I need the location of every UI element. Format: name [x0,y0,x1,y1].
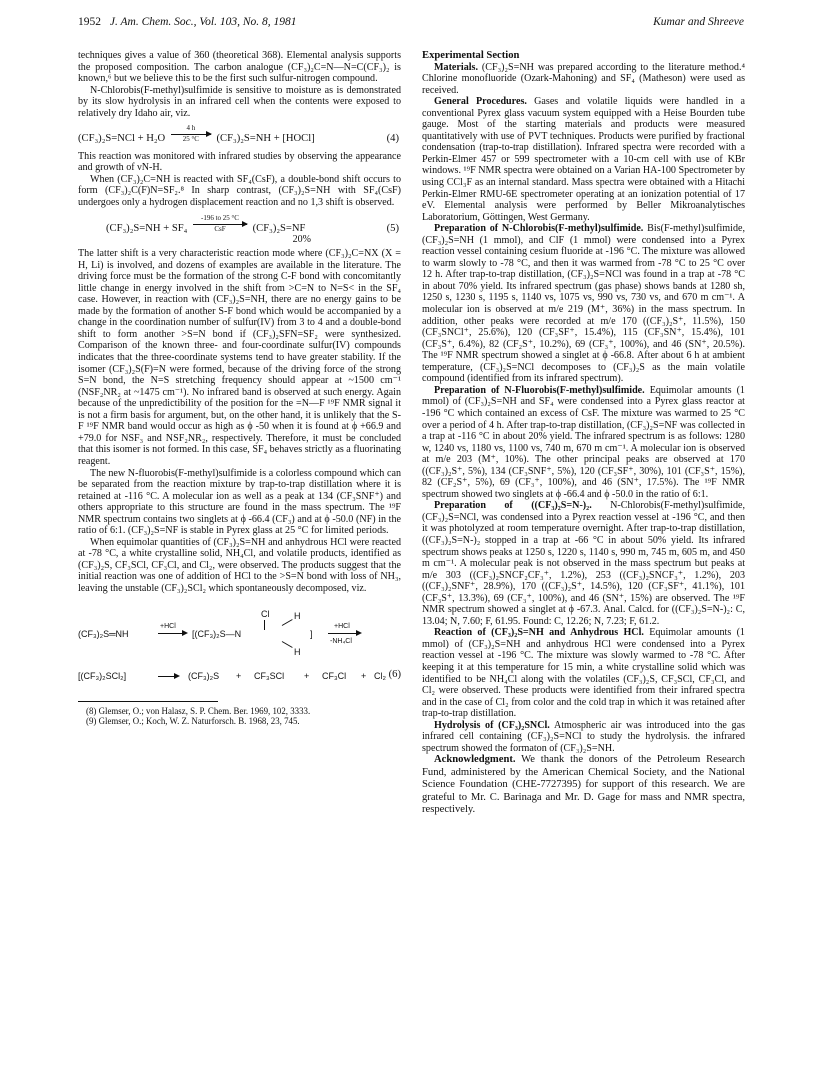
scheme-intermediate: [(CF₃)₂S—N [192,628,242,639]
paragraph-reaction-hcl: Reaction of (CF₃)₂S=NH and Anhydrous HCl. Equimolar amounts (1 mmol) of (CF₃)₂S=NH and anhydrous HCl were condensed into a Pyrex reaction vessel at -196 °C. The mixture was slowly warmed to -78 °C. After keeping it at this temperature for 15 min, a white crystalline solid which was identified to be NH₄Cl along with the volatiles (CF₃)₂S, CF₃SCl, CF₃Cl, and Cl₂ were observed. These products were identified from their infrared spectra and in the case of Cl₂ from color and the cold trap in which it was retained after trap-to-trap distillation. [422,627,745,720]
scheme-product: CF₃Cl [322,670,347,681]
paragraph-prep-dimer: Preparation of ((CF₃)₂S=N-)₂. N-Chlorobis(F-methyl)sulfimide, (CF₃)₂S=NCl, was condensed into a Pyrex reaction vessel at -196 °C, and then it was photolyzed at room temperature overnight. After trap-to-trap distillation, ((CF₃)₂S=N-)₂ stopped in a trap at -66 °C in about 50% yield. Its infrared spectrum shows peaks at 1250 s, 1220 s, 1140 s, 990 m, 745 m, 605 m, and 450 m cm⁻¹. A molecular peak is not observed in the mass spectrum but peaks at m/e 303 ((CF₃)₂SNCF₂CF₃⁺, 1.2%), 253 ((CF₃)₂SNCF₃⁺, 1.2%), 203 ((CF₃)₂SNF⁺, 28.9%), 170 ((CF₃)₂S⁺, 14.5%), 120 (CF₃SF⁺, 41.1%), 101 (CF₃S⁺, 13.3%), 69 (CF₃⁺, 100%), and 46 (SN⁺, 15%) are observed. The ¹⁹F NMR spectrum showed a singlet at ϕ -67.3. Anal. Calcd. for ((CF₃)₂S=N-)₂: C, 13.04; N, 7.60; F, 61.95. Found: C, 12.26; N, 7.23; F, 61.2. [422,500,745,627]
reaction-scheme-6 [78,605,401,691]
equation-number: (4) [386,133,399,145]
paragraph-hydrolysis: Hydrolysis of (CF₃)₂SNCl. Atmospheric air was introduced into the gas infrared cell containing (CF₃)₂S=NCl to study the hydrolysis. the infrared spectrum showed the formaton of (CF₃)₂S=NH. [422,719,746,754]
arrow-condition-top: -196 to 25 °C [200,213,239,222]
equation-reactants: (CF₃)₂S=NH + SF₄ [106,222,188,234]
arrow-condition-top: 4 h [186,124,196,133]
paragraph-prep-fluoro: Preparation of N-Fluorobis(F-methyl)sulfimide. Equimolar amounts (1 mmol) of (CF₃)₂S=NH and SF₄ were condensed into a Pyrex glass reactor at -196 °C which contained an excess of CsF. The mixture was warmed to 25 °C over a period of 4 h. After trap-to-trap distillation, (CF₃)₂S=NF was collected in a trap at -116 °C in about 20% yield. The infrared spectrum is as follows: 1280 w, 1240 vs, 1180 vs, 1100 vs, 740 m, 670 m cm⁻¹. A molecular ion is observed at m/e 203 (M⁺, 10%). The other principal peaks are observed at 170 ((CF₃)₂S⁺, 5%), 134 (CF₃SNF⁺, 5%), 120 (CF₃SF⁺, 30%), 101 (CF₃S⁺, 15%), 82 (CF₂S⁺, 5%), 69 (CF₃⁺, 100%), and 46 (SN⁺, 17.5%). The ¹⁹F NMR spectrum showed two singlets at ϕ -66.4 and ϕ -50.0 in the ratio of 6:1. [422,384,745,500]
page-number: 1952 [78,16,101,28]
arrow-condition-bottom: CsF [214,224,226,233]
paragraph: N-Chlorobis(F-methyl)sulfimide is sensitive to moisture as is demonstrated by its slow hydrolysis in an infrared cell when the contents were exposed to relatively dry Idaho air, viz. [78,84,401,119]
runin-heading: Preparation of ((CF₃)₂S=N-)₂. [434,500,592,512]
scheme-plus: + [361,670,367,681]
equation-product-with-yield [252,222,311,245]
scheme-hydrogen-bottom: H [294,646,301,657]
acknowledgment: Acknowledgment. We thank the donors of the Petroleum Research Fund, administered by the American Chemical Society, and the National Science Foundation (CHE-7727395) for support of this research. We are grateful to Mr. C. Barinaga and Mr. D. Gage for mass and NMR spectra, respectively. [422,754,745,816]
footnote-8: (8) Glemser, O.; von Halasz, S. P. Chem. Ber. 1969, 102, 3333. [86,705,311,716]
paragraph: techniques gives a value of 360 (theoretical 368). Elemental analysis supports the proposed composition. The carbon analogue (CF₃)₂C=N—N=C(CF₃)₂ is known,⁶ but we believe this to be the first such sulfur-nitrogen compound. [78,50,401,85]
equation-4 [78,125,401,145]
paragraph: The latter shift is a very characteristic reaction mode where (CF₃)₂C=NX (X = H, Li) is involved, and dozens of examples are available in the literature. The driving force must be the formation of the strong C-F bond with concomitantly little change in energy involved in the shift from >C=N to N=S< in the SF₄ case. However, in reaction with (CF₃)₂S=NH, there are no energy gains to be made by the formation of another S-F bond which would be accompanied by a change in the coordination number of sulfur(IV) from 3 to 4 and a double-bond shift to form another >S=N bond if (CF₃)₂SFN=SF₂ were synthesized. Comparison of the known three- and four-coordinate sulfur(IV) compounds indicates that the three-coordinate systems tend to have greater stability. If the isomer (CF₃)₂S(F)=N were formed, because of the driving force of the strong S=N bond, the N=S stretching frequency should appear at ~1500 cm⁻¹ (NSF₂NR₂ at ~1475 cm⁻¹). No infrared band is observed at such energy. Again because of the unpredictibility of the position for the =N—F ¹⁹F NMR signal it is not a firm basis for argument, but, on the other hand, it is unlikely that the S-F ¹⁹F NMR band would occur as high as ϕ -50 when it is found at ϕ +66.9 and +79.0 for NSF₃ and NSF₂NR₂, respectively. Therefore, it must be concluded that this isomer is not formed. In this case, SF₄ behaves strictly as a fluorinating reagent. [78,248,401,467]
section-title: Experimental Section [422,50,520,61]
equation-body [78,125,315,145]
runin-heading: Acknowledgment. [434,754,516,766]
arrow-condition-bottom: 25 °C [182,135,199,144]
left-column [78,50,401,727]
scheme-product: Cl₂ [374,670,386,681]
equation-5 [78,213,401,245]
journal-citation: J. Am. Chem. Soc., Vol. 103, No. 8, 1981 [109,16,297,28]
scheme-arrow-label: +HCl [160,622,176,630]
scheme-hydrogen-top: H [294,610,301,621]
scheme-plus: + [304,670,310,681]
scheme-product: CF₃SCl [254,670,285,681]
runin-heading: General Procedures. [434,96,527,108]
right-column [422,50,745,817]
reaction-arrow [193,215,247,234]
paragraph-materials: Materials. (CF₃)₂S=NH was prepared according to the literature method.⁴ Chlorine monofluoride (Ozark-Mahoning) and SF₄ (Matheson) were used as received. [422,61,745,96]
scheme-bracket-close: ] [310,628,313,639]
runin-heading: Hydrolysis of (CF₃)₂SNCl. [434,719,550,731]
paragraph: When equimolar quantities of (CF₃)₂S=NH and anhydrous HCl were reacted at -78 °C, a white crystalline solid, NH₄Cl, and volatile products, identified as (CF₃)₂S, CF₃SCl, CF₃Cl, and Cl₂, were observed. The products suggest that the initial reaction was one of addition of HCl to the >S=N bond with loss of NH₃, leaving the unstable (CF₃)₂SCl₂ which spontaneously decomposed, viz. [78,536,401,594]
scheme-arrow-label: -NH₄Cl [330,637,352,645]
footnotes [78,706,401,727]
scheme-arrow-label: +HCl [334,622,350,630]
scheme-chlorine-label: Cl [261,608,270,619]
runin-heading: Preparation of N-Chlorobis(F-methyl)sulfimide. [434,223,644,235]
paragraph: The new N-fluorobis(F-methyl)sulfimide is a colorless compound which can be separated from the reaction mixture by trap-to-trap distillation where it is retained at -116 °C. A molecular ion as well as a peak at 134 (CF₃SNF⁺) and others appropriate to this structure are found in the mass spectrum. The ¹⁹F NMR spectrum contains two singlets at ϕ -66.4 (CF₃) and at ϕ -50.0 (NF) in the ratio of 6:1. (CF₃)₂S=NF is stable in Pyrex glass at 25 °C for limited periods. [78,467,401,537]
paragraph: This reaction was monitored with infrared studies by observing the appearance and growth of νN-H. [78,150,401,174]
equation-number: (6) [388,668,401,680]
scheme-plus: + [236,670,242,681]
footnote-9: (9) Glemser, O.; Koch, W. Z. Naturforsch. B. 1968, 23, 745. [86,716,300,727]
scheme-reactant: (CF₃)₂S═NH [78,628,129,639]
paragraph-general: General Procedures. Gases and volatile liquids were handled in a conventional Pyrex glass vacuum system equipped with a Heise Bourden tube gauge. Most of the starting materials and products were measured quantitatively with use of PVT techniques. Products were purified by fractional condensation (trap-to-trap distillation). Infrared spectra were recorded with a Perkin-Elmer 457 or 599 spectrometer with a 10-cm cell with use of KBr windows. ¹⁹F NMR spectra were obtained on a Varian HA-100 Spectrometer by using CCl₃F as an internal standard. Mass spectra were obtained with a Hitachi Perkin-Elmer RMU-6E spectrometer operating at an ionization potential of 17 eV. Elemental analysis were performed by Beller Mikroanalytisches Laboratorium, Göttingen, West Germany. [422,96,745,223]
equation-yield: 20% [292,233,311,245]
header-authors: Kumar and Shreeve [653,16,744,28]
equation-products: (CF₃)₂S=NH + [HOCl] [216,133,315,145]
equation-products: (CF₃)₂S=NF [252,222,306,234]
footnote-divider [78,701,218,702]
reaction-arrow [171,125,211,144]
paragraph-prep-chloro: Preparation of N-Chlorobis(F-methyl)sulfimide. Bis(F-methyl)sulfimide, (CF₃)₂S=NH (1 mmol), and ClF (1 mmol) were condensed into a Pyrex reaction vessel containing cesium fluoride at -196 °C. The mixture was allowed to warm slowly to -78 °C, and then it was warmed from -78 °C to 25 °C over 12 h. After trap-to-trap distillation, (CF₃)₂S=NCl was found in a trap at -78 °C in about 70% yield. Its infrared spectrum (gas phase) shows bands at 1280 sh, 1250 s, 1230 s, 1195 s, 1140 vs, 1075 vs, 990 vs, 730 vs, and 670 m cm⁻¹. A molecular ion is observed at m/e 219 (M⁺, 36%) in the mass spectrum. In addition, other peaks were recorded at m/e 170 ((CF₃)₂S⁺, 11.5%), 150 (CF₃SNCl⁺, 25.6%), 120 (CF₃SF⁺, 15.4%), 115 (CF₃SN⁺, 15.4%), 101 (CF₃S⁺, 6.4%), 82 (CF₂S⁺, 10.2%), 69 (CF₃⁺, 100%), and 46 (SN⁺, 20.5%). The ¹⁹F NMR spectrum showed a singlet at ϕ -66.8. After about 6 h at ambient temperature, (CF₃)₂S=NCl decomposes to (CF₃)₂S as the main volatile compound (identified from its infrared spectrum). [422,223,745,385]
equation-number: (5) [386,222,399,234]
equation-reactants: (CF₃)₂S=NCl + H₂O [78,133,166,145]
runin-heading: Reaction of (CF₃)₂S=NH and Anhydrous HCl. [434,627,644,639]
equation-body [78,213,311,245]
scheme-product: (CF₃)₂S [188,670,220,681]
runin-heading: Preparation of N-Fluorobis(F-methyl)sulfimide. [434,384,645,396]
runin-heading: Materials. [434,61,479,73]
paragraph: When (CF₃)₂C=NH is reacted with SF₄(CsF), a double-bond shift occurs to form (CF₃)₂C(F)N=SF₂.⁸ In sharp contrast, (CF₃)₂S=NH with SF₄(CsF) undergoes only a hydrogen displacement reaction and no 1,3 shift is observed. [78,173,401,209]
header-left [78,16,297,28]
scheme-unstable-species: [(CF₃)₂SCl₂] [78,670,127,681]
running-header [78,16,744,32]
